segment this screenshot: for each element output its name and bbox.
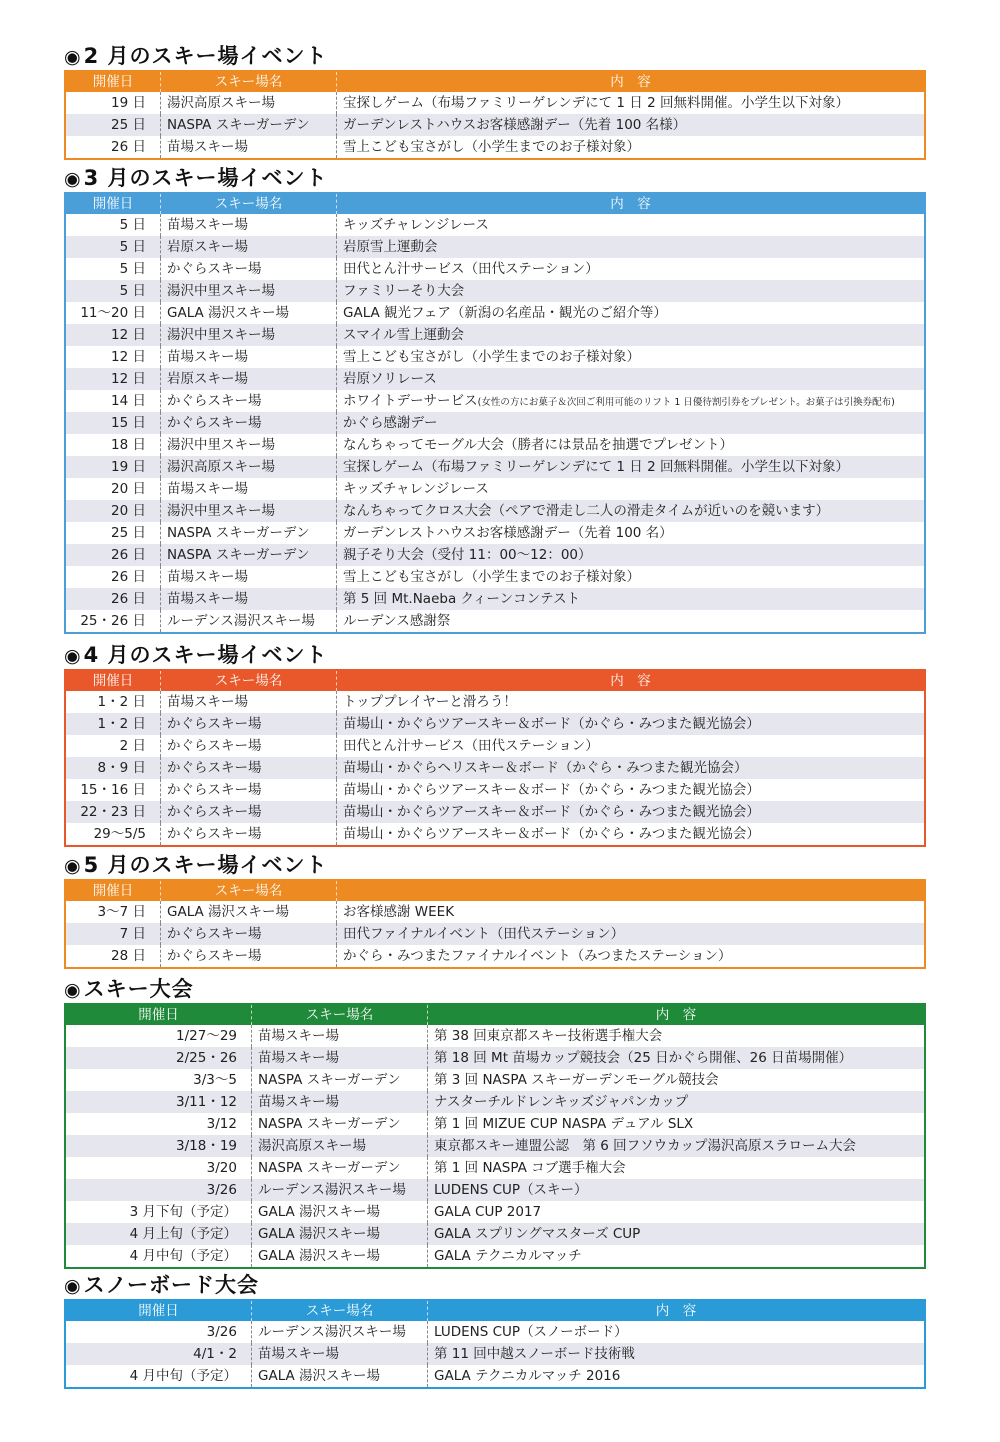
table-row — [66, 779, 924, 801]
apr-events-section — [64, 641, 926, 847]
event-date: 20 日 — [111, 503, 146, 519]
event-date: 14 日 — [111, 393, 146, 409]
event-date: 3/12 — [206, 1116, 237, 1132]
table-row — [66, 500, 924, 522]
resort-name: 苗場スキー場 — [160, 691, 336, 713]
event-content — [427, 1179, 924, 1201]
event-date: 4 月上旬（予定） — [129, 1226, 237, 1242]
event-content-text: キッズチャレンジレース — [343, 481, 489, 497]
resort-name: ルーデンス湯沢スキー場 — [160, 610, 336, 632]
header-content: 内 容 — [336, 72, 924, 92]
resort-name: 苗場スキー場 — [160, 566, 336, 588]
event-content-text: 第 18 回 Mt 苗場カップ競技会（25 日かぐら開催、26 日苗場開催） — [434, 1050, 853, 1066]
event-content-text: トッププレイヤーと滑ろう！ — [343, 694, 517, 710]
table-row — [66, 1069, 924, 1091]
resort-name: かぐらスキー場 — [160, 801, 336, 823]
event-content — [336, 823, 924, 845]
event-content-text: なんちゃってモーグル大会（勝者には景品を抽選でプレゼント） — [343, 437, 734, 453]
event-date: 25 日 — [111, 525, 146, 541]
resort-name: NASPA スキーガーデン — [160, 522, 336, 544]
bullet-icon: ◉ — [64, 645, 82, 667]
event-content — [336, 713, 924, 735]
resort-name: GALA 湯沢スキー場 — [160, 302, 336, 324]
event-content-text: ガーデンレストハウスお客様感謝デー（先着 100 名様） — [343, 117, 687, 133]
event-content — [427, 1157, 924, 1179]
section-title-text: スキー大会 — [83, 977, 194, 1001]
event-date: 2 日 — [119, 738, 146, 754]
event-content — [427, 1025, 924, 1047]
event-content — [336, 368, 924, 390]
event-content — [336, 346, 924, 368]
table-row — [66, 588, 924, 610]
mar-events-section — [64, 164, 926, 634]
event-content-text: 第 3 回 NASPA スキーガーデンモーグル競技会 — [434, 1072, 719, 1088]
table-row — [66, 236, 924, 258]
resort-name: 湯沢高原スキー場 — [251, 1135, 427, 1157]
table-header — [66, 671, 924, 691]
resort-name: GALA 湯沢スキー場 — [251, 1365, 427, 1387]
header-resort: スキー場名 — [160, 194, 336, 214]
section-title — [64, 42, 926, 70]
resort-name: GALA 湯沢スキー場 — [251, 1245, 427, 1267]
event-content — [427, 1245, 924, 1267]
event-content-text: 田代ファイナルイベント（田代ステーション） — [343, 926, 625, 942]
event-date: 3/11・12 — [176, 1094, 237, 1110]
resort-name: 苗場スキー場 — [160, 136, 336, 158]
event-content-text: ファミリーそり大会 — [343, 283, 465, 299]
resort-name: 湯沢中里スキー場 — [160, 500, 336, 522]
event-content — [336, 779, 924, 801]
resort-name: かぐらスキー場 — [160, 735, 336, 757]
event-content-text: 雪上こども宝さがし（小学生までのお子様対象） — [343, 569, 640, 585]
event-date: 7 日 — [119, 926, 146, 942]
header-date: 開催日 — [138, 1303, 179, 1319]
event-content-text: かぐら・みつまたファイナルイベント（みつまたステーション） — [343, 948, 732, 964]
event-date: 4 月中旬（予定） — [129, 1248, 237, 1264]
resort-name: かぐらスキー場 — [160, 823, 336, 845]
table-row — [66, 258, 924, 280]
table-row — [66, 923, 924, 945]
event-date: 26 日 — [111, 139, 146, 155]
resort-name: 岩原スキー場 — [160, 368, 336, 390]
resort-name: GALA 湯沢スキー場 — [160, 901, 336, 923]
event-date: 12 日 — [111, 349, 146, 365]
event-content — [336, 456, 924, 478]
table-row — [66, 1343, 924, 1365]
table-row — [66, 945, 924, 967]
table-header — [66, 1301, 924, 1321]
event-date: 15・16 日 — [80, 782, 146, 798]
event-content-text: LUDENS CUP（スノーボード） — [434, 1324, 628, 1340]
event-date: 25 日 — [111, 117, 146, 133]
resort-name: 岩原スキー場 — [160, 236, 336, 258]
event-content-text: 宝探しゲーム（布場ファミリーゲレンデにて 1 日 2 回無料開催。小学生以下対象） — [343, 459, 849, 475]
resort-name: 苗場スキー場 — [251, 1343, 427, 1365]
event-date: 3～7 日 — [97, 904, 146, 920]
event-content — [336, 236, 924, 258]
table-row — [66, 92, 924, 114]
table-row — [66, 412, 924, 434]
snowboard-competitions-section — [64, 1271, 926, 1389]
event-date: 5 日 — [119, 283, 146, 299]
header-content: 内 容 — [427, 1005, 924, 1025]
table-row — [66, 324, 924, 346]
event-date: 3/3～5 — [193, 1072, 237, 1088]
event-date: 19 日 — [111, 459, 146, 475]
table-row — [66, 713, 924, 735]
event-content — [336, 500, 924, 522]
event-date: 28 日 — [111, 948, 146, 964]
event-content-text: かぐら感謝デー — [343, 415, 438, 431]
events-table — [64, 192, 926, 634]
table-row — [66, 1179, 924, 1201]
event-content — [336, 757, 924, 779]
resort-name: 湯沢高原スキー場 — [160, 456, 336, 478]
header-resort: スキー場名 — [160, 671, 336, 691]
table-row — [66, 901, 924, 923]
resort-name: 苗場スキー場 — [251, 1091, 427, 1113]
table-row — [66, 801, 924, 823]
event-content — [336, 302, 924, 324]
event-content-text: 雪上こども宝さがし（小学生までのお子様対象） — [343, 139, 640, 155]
header-resort: スキー場名 — [160, 881, 336, 901]
event-date: 20 日 — [111, 481, 146, 497]
resort-name: 湯沢高原スキー場 — [160, 92, 336, 114]
resort-name: GALA 湯沢スキー場 — [251, 1201, 427, 1223]
header-content — [336, 881, 924, 901]
event-content-text: お客様感謝 WEEK — [343, 904, 455, 920]
event-content-text: 苗場山・かぐらツアースキー＆ボード（かぐら・みつまた観光協会） — [343, 716, 760, 732]
table-row — [66, 346, 924, 368]
events-table — [64, 70, 926, 160]
event-date: 2/25・26 — [176, 1050, 237, 1066]
event-content — [336, 258, 924, 280]
header-date: 開催日 — [92, 673, 134, 689]
table-row — [66, 136, 924, 158]
header-resort: スキー場名 — [251, 1301, 427, 1321]
event-content — [336, 412, 924, 434]
section-title-text: 2 月のスキー場イベント — [83, 44, 328, 68]
event-content-text: 雪上こども宝さがし（小学生までのお子様対象） — [343, 349, 640, 365]
event-content-text: ルーデンス感謝祭 — [343, 613, 451, 629]
table-header — [66, 72, 924, 92]
event-content — [336, 324, 924, 346]
event-content — [336, 92, 924, 114]
event-content — [336, 114, 924, 136]
table-row — [66, 368, 924, 390]
resort-name: NASPA スキーガーデン — [160, 544, 336, 566]
bullet-icon: ◉ — [64, 168, 82, 190]
event-content — [336, 544, 924, 566]
table-header — [66, 1005, 924, 1025]
table-row — [66, 390, 924, 412]
event-date: 3/18・19 — [176, 1138, 237, 1154]
resort-name: NASPA スキーガーデン — [251, 1157, 427, 1179]
events-table — [64, 669, 926, 847]
header-resort: スキー場名 — [160, 72, 336, 92]
event-content-text: 東京都スキー連盟公認 第 6 回フソウカップ湯沢高原スラローム大会 — [434, 1138, 857, 1154]
resort-name: 湯沢中里スキー場 — [160, 324, 336, 346]
table-row — [66, 1157, 924, 1179]
event-date: 8・9 日 — [97, 760, 146, 776]
event-date: 25・26 日 — [80, 613, 146, 629]
event-date: 3/26 — [206, 1324, 237, 1340]
resort-name: ルーデンス湯沢スキー場 — [251, 1179, 427, 1201]
table-row — [66, 1135, 924, 1157]
table-body — [66, 1025, 924, 1267]
header-date: 開催日 — [92, 74, 134, 90]
event-content — [427, 1201, 924, 1223]
table-row — [66, 1091, 924, 1113]
header-content: 内 容 — [336, 671, 924, 691]
header-date: 開催日 — [92, 883, 134, 899]
events-table — [64, 879, 926, 969]
event-content — [336, 280, 924, 302]
event-content-text: 親子そり大会（受付 11：00～12：00） — [343, 547, 592, 563]
event-content-text: GALA CUP 2017 — [434, 1204, 542, 1220]
event-content-text: GALA テクニカルマッチ 2016 — [434, 1368, 621, 1384]
event-content-text: 宝探しゲーム（布場ファミリーゲレンデにて 1 日 2 回無料開催。小学生以下対象） — [343, 95, 849, 111]
resort-name: NASPA スキーガーデン — [251, 1113, 427, 1135]
event-date: 18 日 — [111, 437, 146, 453]
event-content-text: 第 38 回東京都スキー技術選手権大会 — [434, 1028, 663, 1044]
table-row — [66, 280, 924, 302]
section-title-text: 4 月のスキー場イベント — [83, 643, 328, 667]
event-content-text: GALA テクニカルマッチ — [434, 1248, 582, 1264]
event-content — [336, 901, 924, 923]
event-content — [427, 1113, 924, 1135]
event-content — [336, 522, 924, 544]
resort-name: かぐらスキー場 — [160, 923, 336, 945]
event-content — [427, 1321, 924, 1343]
event-date: 3 月下旬（予定） — [129, 1204, 237, 1220]
section-title — [64, 1271, 926, 1299]
resort-name: 苗場スキー場 — [251, 1047, 427, 1069]
event-content — [336, 478, 924, 500]
event-date: 3/26 — [206, 1182, 237, 1198]
section-title — [64, 641, 926, 669]
events-table — [64, 1003, 926, 1269]
event-date: 5 日 — [119, 261, 146, 277]
resort-name: 湯沢中里スキー場 — [160, 434, 336, 456]
event-date: 15 日 — [111, 415, 146, 431]
table-row — [66, 1365, 924, 1387]
resort-name: NASPA スキーガーデン — [160, 114, 336, 136]
event-content-text: 岩原ソリレース — [343, 371, 437, 387]
event-date: 19 日 — [111, 95, 146, 111]
event-date: 1/27～29 — [176, 1028, 237, 1044]
event-content-text: ガーデンレストハウスお客様感謝デー（先着 100 名） — [343, 525, 673, 541]
event-content — [427, 1047, 924, 1069]
event-date: 11～20 日 — [80, 305, 146, 321]
event-content — [336, 390, 924, 412]
event-content — [336, 945, 924, 967]
event-content — [427, 1365, 924, 1387]
event-content — [427, 1223, 924, 1245]
section-title-text: 3 月のスキー場イベント — [83, 166, 328, 190]
event-content-text: 岩原雪上運動会 — [343, 239, 438, 255]
bullet-icon: ◉ — [64, 1275, 82, 1297]
event-date: 3/20 — [206, 1160, 237, 1176]
header-content: 内 容 — [336, 194, 924, 214]
resort-name: かぐらスキー場 — [160, 757, 336, 779]
table-row — [66, 823, 924, 845]
event-content-text: ホワイトデーサービス — [343, 393, 478, 409]
event-content — [336, 801, 924, 823]
table-row — [66, 1201, 924, 1223]
event-content — [336, 136, 924, 158]
section-title — [64, 975, 926, 1003]
event-content-text: 田代とん汁サービス（田代ステーション） — [343, 738, 599, 754]
event-content-text: 第 11 回中越スノーボード技術戦 — [434, 1346, 635, 1362]
table-row — [66, 610, 924, 632]
header-date: 開催日 — [138, 1007, 179, 1023]
resort-name: かぐらスキー場 — [160, 412, 336, 434]
event-content-text: ナスターチルドレンキッズジャパンカップ — [434, 1094, 689, 1110]
event-date: 29～5/5 — [93, 826, 146, 842]
bullet-icon: ◉ — [64, 855, 82, 877]
table-row — [66, 1321, 924, 1343]
event-content-text: 苗場山・かぐらツアースキー＆ボード（かぐら・みつまた観光協会） — [343, 782, 760, 798]
feb-events-section — [64, 42, 926, 160]
event-date: 4 月中旬（予定） — [129, 1368, 237, 1384]
event-content — [427, 1069, 924, 1091]
event-content-text: 田代とん汁サービス（田代ステーション） — [343, 261, 599, 277]
event-content — [427, 1135, 924, 1157]
section-title — [64, 851, 926, 879]
event-content-text: 第 5 回 Mt.Naeba クィーンコンテスト — [343, 591, 581, 607]
resort-name: かぐらスキー場 — [160, 258, 336, 280]
resort-name: かぐらスキー場 — [160, 713, 336, 735]
event-note: (女性の方にお菓子＆次回ご利用可能のリフト 1 日優待割引券をプレゼント。お菓子は引換券配布) — [477, 397, 895, 408]
header-resort: スキー場名 — [251, 1005, 427, 1025]
event-content — [336, 923, 924, 945]
event-content — [427, 1091, 924, 1113]
table-row — [66, 566, 924, 588]
event-content-text: 第 1 回 MIZUE CUP NASPA デュアル SLX — [434, 1116, 694, 1132]
event-content-text: GALA スプリングマスターズ CUP — [434, 1226, 641, 1242]
section-title — [64, 164, 926, 192]
event-date: 22・23 日 — [80, 804, 146, 820]
table-row — [66, 1113, 924, 1135]
event-date: 26 日 — [111, 591, 146, 607]
bullet-icon: ◉ — [64, 979, 82, 1001]
may-events-section — [64, 851, 926, 969]
event-date: 12 日 — [111, 371, 146, 387]
section-title-text: 5 月のスキー場イベント — [83, 853, 328, 877]
event-date: 5 日 — [119, 239, 146, 255]
table-body — [66, 214, 924, 632]
table-row — [66, 114, 924, 136]
event-content — [336, 735, 924, 757]
table-row — [66, 456, 924, 478]
resort-name: ルーデンス湯沢スキー場 — [251, 1321, 427, 1343]
resort-name: 苗場スキー場 — [160, 588, 336, 610]
table-body — [66, 92, 924, 158]
table-row — [66, 522, 924, 544]
header-date: 開催日 — [92, 196, 134, 212]
event-content-text: 第 1 回 NASPA コブ選手権大会 — [434, 1160, 626, 1176]
event-date: 1・2 日 — [97, 716, 146, 732]
resort-name: かぐらスキー場 — [160, 779, 336, 801]
resort-name: GALA 湯沢スキー場 — [251, 1223, 427, 1245]
event-content — [336, 214, 924, 236]
header-content: 内 容 — [427, 1301, 924, 1321]
table-row — [66, 1047, 924, 1069]
event-content-text: 苗場山・かぐらツアースキー＆ボード（かぐら・みつまた観光協会） — [343, 826, 760, 842]
resort-name: 苗場スキー場 — [160, 478, 336, 500]
table-body — [66, 901, 924, 967]
resort-name: 湯沢中里スキー場 — [160, 280, 336, 302]
event-content — [427, 1343, 924, 1365]
event-content — [336, 691, 924, 713]
table-row — [66, 544, 924, 566]
table-body — [66, 691, 924, 845]
table-row — [66, 757, 924, 779]
event-content-text: GALA 観光フェア（新潟の名産品・観光のご紹介等） — [343, 305, 667, 321]
table-header — [66, 194, 924, 214]
table-body — [66, 1321, 924, 1387]
event-content-text: なんちゃってクロス大会（ペアで滑走し二人の滑走タイムが近いのを競います） — [343, 503, 830, 519]
table-row — [66, 1245, 924, 1267]
table-row — [66, 735, 924, 757]
event-date: 4/1・2 — [193, 1346, 237, 1362]
event-date: 5 日 — [119, 217, 146, 233]
event-content — [336, 610, 924, 632]
table-row — [66, 1025, 924, 1047]
section-title-text: スノーボード大会 — [83, 1273, 259, 1297]
table-row — [66, 434, 924, 456]
events-table — [64, 1299, 926, 1389]
event-content-text: 苗場山・かぐらヘリスキー＆ボード（かぐら・みつまた観光協会） — [343, 760, 748, 776]
table-row — [66, 1223, 924, 1245]
table-row — [66, 691, 924, 713]
table-header — [66, 881, 924, 901]
event-content — [336, 588, 924, 610]
event-date: 12 日 — [111, 327, 146, 343]
resort-name: 苗場スキー場 — [251, 1025, 427, 1047]
event-content — [336, 434, 924, 456]
resort-name: 苗場スキー場 — [160, 346, 336, 368]
bullet-icon: ◉ — [64, 46, 82, 68]
event-content-text: LUDENS CUP（スキー） — [434, 1182, 588, 1198]
event-content-text: 苗場山・かぐらツアースキー＆ボード（かぐら・みつまた観光協会） — [343, 804, 760, 820]
event-content-text: スマイル雪上運動会 — [343, 327, 464, 343]
table-row — [66, 214, 924, 236]
event-date: 26 日 — [111, 569, 146, 585]
event-content — [336, 566, 924, 588]
resort-name: 苗場スキー場 — [160, 214, 336, 236]
resort-name: かぐらスキー場 — [160, 945, 336, 967]
table-row — [66, 478, 924, 500]
resort-name: かぐらスキー場 — [160, 390, 336, 412]
table-row — [66, 302, 924, 324]
event-date: 1・2 日 — [97, 694, 146, 710]
ski-competitions-section — [64, 975, 926, 1269]
event-date: 26 日 — [111, 547, 146, 563]
event-content-text: キッズチャレンジレース — [343, 217, 489, 233]
resort-name: NASPA スキーガーデン — [251, 1069, 427, 1091]
